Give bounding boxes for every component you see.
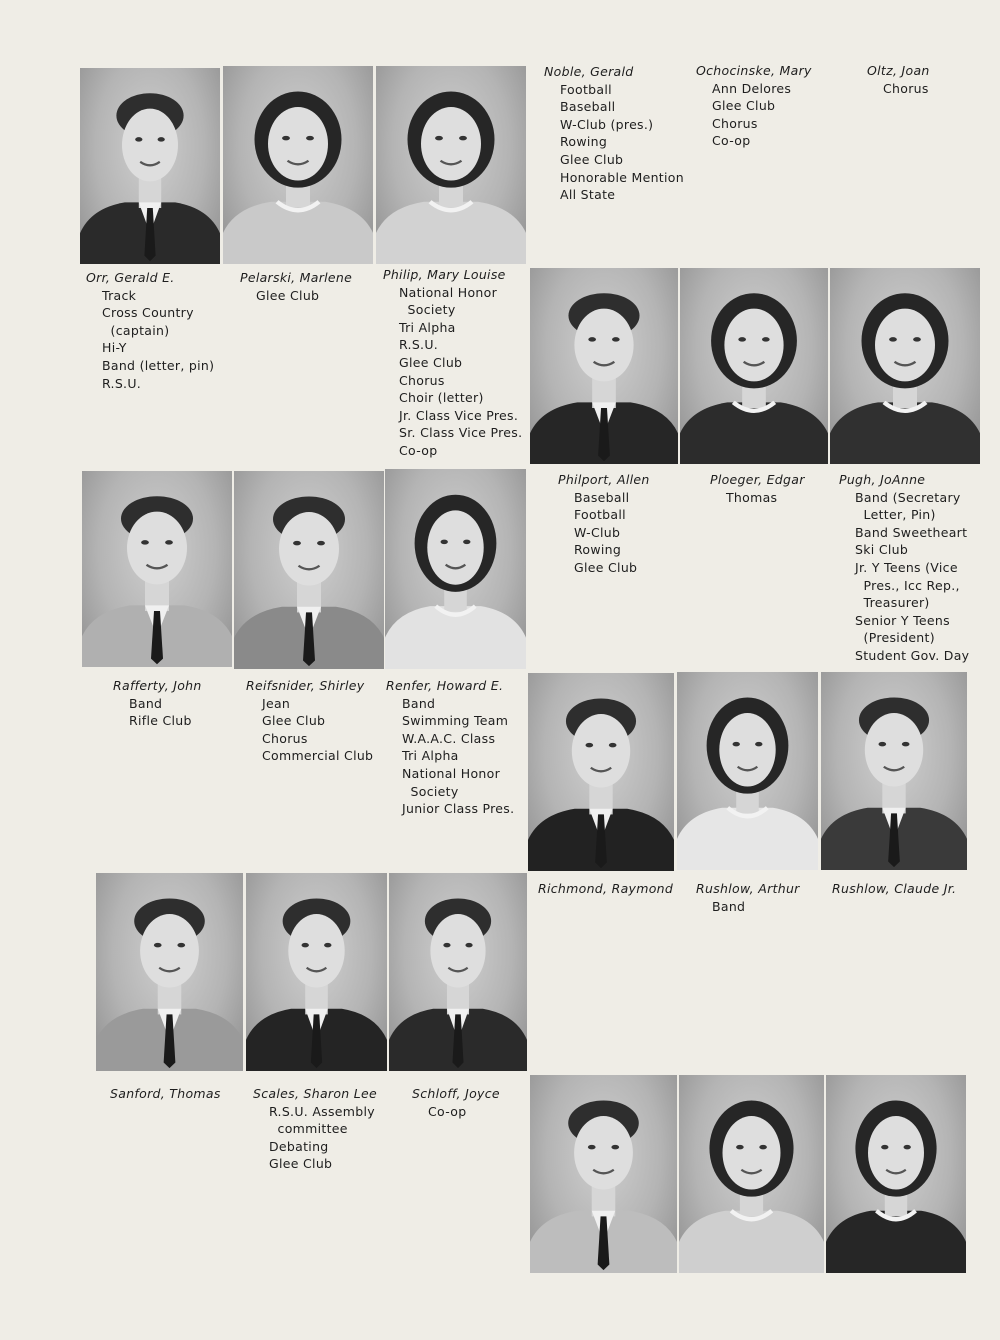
activity-item: Rowing xyxy=(574,542,622,558)
portrait-photo xyxy=(234,471,384,669)
activity-item: Glee Club xyxy=(574,559,638,575)
student-name: Rushlow, Arthur xyxy=(696,881,800,896)
student-name: Noble, Gerald xyxy=(544,64,634,79)
activity-item: Sr. Class Vice Pres. xyxy=(399,425,523,441)
portrait-silhouette xyxy=(82,471,232,667)
eye-shape xyxy=(135,137,142,141)
portrait-silhouette xyxy=(223,66,373,264)
eye-shape xyxy=(293,541,301,546)
portrait-photo xyxy=(376,66,526,264)
eye-shape xyxy=(324,943,331,948)
portrait-silhouette xyxy=(530,1075,677,1273)
student-name: Rushlow, Claude Jr. xyxy=(832,881,957,896)
eye-shape xyxy=(459,136,467,141)
portrait-silhouette xyxy=(385,469,526,669)
activity-item: Jr. Class Vice Pres. xyxy=(399,407,519,423)
activity-list xyxy=(383,284,522,460)
activity-item: Tri Alpha xyxy=(399,319,456,335)
activity-item: Band xyxy=(129,695,163,711)
student-entry xyxy=(867,62,930,97)
face-shape xyxy=(572,714,630,788)
activity-list xyxy=(710,489,805,507)
eye-shape xyxy=(463,540,470,545)
student-entry xyxy=(538,880,673,898)
portrait-silhouette xyxy=(234,471,384,669)
portrait-photo xyxy=(677,672,818,870)
face-shape xyxy=(574,1116,633,1190)
activity-list xyxy=(386,695,514,818)
eye-shape xyxy=(165,540,173,544)
eye-shape xyxy=(733,742,740,747)
activity-item: Junior Class Pres. xyxy=(402,801,515,817)
face-shape xyxy=(430,914,485,988)
activity-item: committee xyxy=(269,1121,348,1137)
eye-shape xyxy=(443,943,450,948)
eye-shape xyxy=(762,337,770,341)
portrait-photo xyxy=(680,268,828,464)
activity-item: Chorus xyxy=(883,80,929,96)
portrait-photo xyxy=(96,873,243,1071)
activity-item: R.S.U. Assembly xyxy=(269,1103,375,1119)
activity-item: Choir (letter) xyxy=(399,390,484,406)
face-shape xyxy=(122,109,178,182)
portrait-silhouette xyxy=(376,66,526,264)
student-name: Rafferty, John xyxy=(113,678,202,693)
portrait-silhouette xyxy=(677,672,818,870)
face-shape xyxy=(875,309,935,382)
activity-item: Baseball xyxy=(560,99,616,115)
student-name: Scales, Sharon Lee xyxy=(253,1086,378,1101)
activity-item: Ski Club xyxy=(855,542,909,558)
activity-item: Chorus xyxy=(712,115,758,131)
eye-shape xyxy=(586,743,594,748)
activity-item: Track xyxy=(102,287,137,303)
activity-item: Hi-Y xyxy=(102,340,127,356)
portrait-photo xyxy=(679,1075,824,1273)
eye-shape xyxy=(282,136,290,141)
student-entry xyxy=(246,677,373,765)
activity-list xyxy=(412,1103,500,1121)
activity-item: Chorus xyxy=(399,372,445,388)
activity-item: Band Sweetheart xyxy=(855,524,968,540)
eye-shape xyxy=(588,1145,596,1150)
portrait-silhouette xyxy=(826,1075,966,1273)
student-name: Pugh, JoAnne xyxy=(839,472,926,487)
eye-shape xyxy=(913,337,921,341)
face-shape xyxy=(127,512,187,585)
activity-item: Glee Club xyxy=(262,713,326,729)
activity-item: Jr. Y Teens (Vice xyxy=(855,559,958,575)
student-entry xyxy=(710,471,805,506)
portrait-silhouette xyxy=(528,673,674,871)
activity-item: (captain) xyxy=(102,322,170,338)
activity-item: Glee Club xyxy=(256,287,320,303)
activity-item: Co-op xyxy=(399,442,438,458)
activity-list xyxy=(113,695,202,730)
portrait-silhouette xyxy=(530,268,678,464)
activity-item: Honorable Mention xyxy=(560,169,684,185)
portrait-photo xyxy=(528,673,674,871)
activity-item: Band (letter, pin) xyxy=(102,357,215,373)
student-name: Renfer, Howard E. xyxy=(386,678,504,693)
portrait-silhouette xyxy=(246,873,387,1071)
face-shape xyxy=(724,309,783,382)
eye-shape xyxy=(177,943,185,948)
face-shape xyxy=(427,510,483,584)
eye-shape xyxy=(889,337,897,341)
activity-item: Glee Club xyxy=(560,151,624,167)
activity-list xyxy=(253,1103,377,1173)
eye-shape xyxy=(306,136,314,141)
student-entry xyxy=(544,63,684,204)
eye-shape xyxy=(736,1145,744,1150)
eye-shape xyxy=(441,540,448,545)
activity-item: National Honor xyxy=(399,284,498,300)
portrait-photo xyxy=(530,1075,677,1273)
activity-item: Tri Alpha xyxy=(402,748,459,764)
student-name: Ploeger, Edgar xyxy=(710,472,805,487)
activity-list xyxy=(246,695,373,765)
activity-item: Jean xyxy=(262,695,291,711)
student-name: Philport, Allen xyxy=(558,472,650,487)
eye-shape xyxy=(612,337,620,341)
eye-shape xyxy=(879,742,887,747)
student-entry xyxy=(113,677,202,730)
student-entry xyxy=(832,880,956,898)
student-name: Ochocinske, Mary xyxy=(696,63,812,78)
activity-item: W-Club xyxy=(574,524,621,540)
eye-shape xyxy=(302,943,309,948)
activity-item: Chorus xyxy=(262,730,308,746)
student-name: Oltz, Joan xyxy=(867,63,930,78)
eye-shape xyxy=(902,742,910,747)
activity-item: Band xyxy=(402,695,436,711)
activity-item: Football xyxy=(560,81,612,97)
activity-item: Rowing xyxy=(560,134,608,150)
face-shape xyxy=(865,713,923,787)
portrait-photo xyxy=(826,1075,966,1273)
portrait-photo xyxy=(80,68,220,264)
student-entry xyxy=(253,1085,377,1173)
activity-list xyxy=(240,287,352,305)
portrait-photo xyxy=(246,873,387,1071)
student-name: Pelarski, Marlene xyxy=(240,270,353,285)
activity-item: Treasurer) xyxy=(855,595,930,611)
portrait-photo xyxy=(223,66,373,264)
face-shape xyxy=(574,309,633,382)
activity-item: (President) xyxy=(855,630,935,646)
activity-item: Glee Club xyxy=(269,1156,333,1172)
portrait-silhouette xyxy=(830,268,980,464)
face-shape xyxy=(723,1116,781,1190)
activity-item: Band (Secretary xyxy=(855,489,961,505)
activity-list xyxy=(558,489,650,577)
face-shape xyxy=(140,914,199,988)
portrait-photo xyxy=(385,469,526,669)
student-name: Orr, Gerald E. xyxy=(86,270,175,285)
eye-shape xyxy=(465,943,472,948)
portrait-silhouette xyxy=(80,68,220,264)
activity-list xyxy=(839,489,969,665)
activity-item: Student Gov. Day xyxy=(855,647,970,663)
activity-item: Ann Delores xyxy=(712,80,792,96)
portrait-photo xyxy=(821,672,967,870)
student-entry xyxy=(240,269,352,304)
activity-item: W-Club (pres.) xyxy=(560,116,654,132)
student-name: Reifsnider, Shirley xyxy=(246,678,365,693)
student-entry xyxy=(558,471,650,577)
eye-shape xyxy=(904,1145,911,1150)
student-entry xyxy=(110,1085,221,1103)
face-shape xyxy=(421,107,481,181)
face-shape xyxy=(279,512,339,586)
eye-shape xyxy=(881,1145,888,1150)
eye-shape xyxy=(141,540,149,544)
activity-item: Football xyxy=(574,507,626,523)
activity-item: National Honor xyxy=(402,765,501,781)
portrait-silhouette xyxy=(680,268,828,464)
eye-shape xyxy=(317,541,325,546)
student-name: Sanford, Thomas xyxy=(110,1086,221,1101)
eye-shape xyxy=(738,337,746,341)
activity-item: All State xyxy=(560,187,616,203)
portrait-photo xyxy=(830,268,980,464)
portrait-photo xyxy=(82,471,232,667)
activity-item: Letter, Pin) xyxy=(855,507,936,523)
student-entry xyxy=(412,1085,500,1120)
activity-list xyxy=(696,80,812,150)
activity-item: Thomas xyxy=(726,489,778,505)
student-entry xyxy=(839,471,969,665)
activity-item: W.A.A.C. Class xyxy=(402,730,496,746)
activity-list xyxy=(86,287,214,393)
eye-shape xyxy=(588,337,596,341)
eye-shape xyxy=(435,136,443,141)
portrait-silhouette xyxy=(389,873,527,1071)
activity-item: Co-op xyxy=(712,133,751,149)
activity-item: Society xyxy=(402,783,459,799)
activity-item: Rifle Club xyxy=(129,713,192,729)
student-entry xyxy=(696,880,800,915)
student-name: Schloff, Joyce xyxy=(412,1086,500,1101)
activity-item: Baseball xyxy=(574,489,630,505)
activity-item: Debating xyxy=(269,1138,329,1154)
activity-item: Glee Club xyxy=(712,98,776,114)
student-entry xyxy=(696,62,812,150)
student-name: Philip, Mary Louise xyxy=(383,267,506,282)
student-entry xyxy=(86,269,214,392)
eye-shape xyxy=(759,1145,767,1150)
activity-item: Swimming Team xyxy=(402,713,509,729)
face-shape xyxy=(288,914,344,988)
portrait-silhouette xyxy=(96,873,243,1071)
activity-item: Society xyxy=(399,302,456,318)
portrait-silhouette xyxy=(679,1075,824,1273)
activity-list xyxy=(696,898,800,916)
eye-shape xyxy=(609,743,617,748)
face-shape xyxy=(868,1116,924,1190)
eye-shape xyxy=(154,943,162,948)
portrait-silhouette xyxy=(821,672,967,870)
student-entry xyxy=(383,266,522,460)
eye-shape xyxy=(755,742,762,747)
portrait-photo xyxy=(389,873,527,1071)
activity-item: Cross Country xyxy=(102,305,194,321)
face-shape xyxy=(719,713,775,787)
face-shape xyxy=(268,107,328,181)
activity-item: Co-op xyxy=(428,1103,467,1119)
activity-item: Commercial Club xyxy=(262,748,374,764)
activity-item: Senior Y Teens xyxy=(855,612,950,628)
student-entry xyxy=(386,677,514,818)
student-name: Richmond, Raymond xyxy=(538,881,674,896)
portrait-photo xyxy=(530,268,678,464)
activity-list xyxy=(867,80,930,98)
eye-shape xyxy=(158,137,165,141)
activity-item: R.S.U. xyxy=(102,375,142,391)
eye-shape xyxy=(611,1145,619,1150)
activity-item: Glee Club xyxy=(399,354,463,370)
activity-item: R.S.U. xyxy=(399,337,439,353)
activity-item: Pres., Icc Rep., xyxy=(855,577,960,593)
activity-list xyxy=(544,81,684,204)
activity-item: Band xyxy=(712,898,746,914)
